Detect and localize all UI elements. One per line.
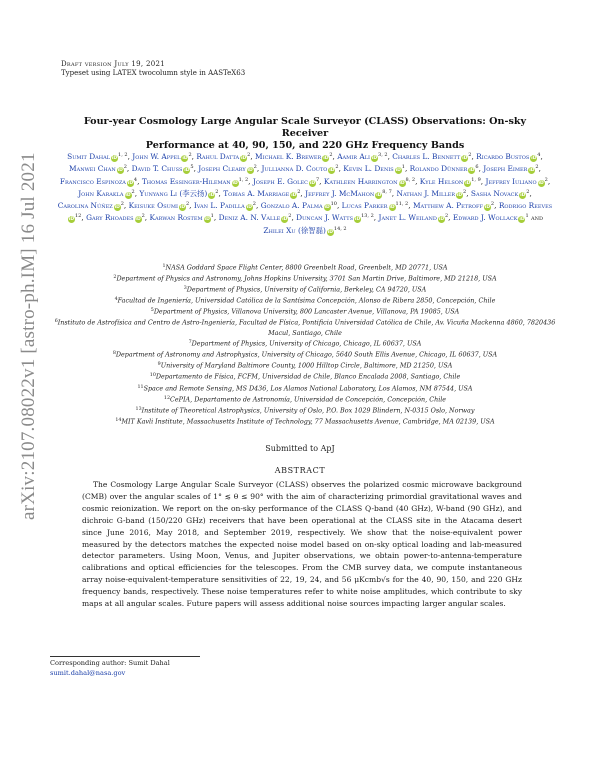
author-name[interactable]: Francisco Espinoza (59, 176, 126, 186)
affiliation-marker: 2 (123, 164, 127, 171)
orcid-icon[interactable]: iD (484, 205, 491, 211)
affiliation-marker: 12 (74, 213, 82, 220)
author-email-link[interactable]: sumit.dahal@nasa.gov (50, 668, 126, 677)
affiliation-line (50, 262, 560, 273)
orcid-icon[interactable]: iD (520, 192, 526, 198)
affiliation-text: Facultad de Ingeniería, Universidad Católica de la Santísima Concepción, Alonso de Ribera 2850, Concepción, Chile (117, 296, 496, 305)
affiliation-marker: 4 (537, 152, 541, 158)
author-name[interactable]: Sumit Dahal (67, 152, 111, 161)
author-name[interactable]: Joseph E. Golec (252, 176, 308, 186)
orcid-icon[interactable]: iD (114, 205, 120, 211)
author-name[interactable]: Rolando Dünner (409, 164, 468, 174)
orcid-icon[interactable]: iD (125, 192, 131, 198)
affiliation-marker: 2 (329, 152, 333, 158)
author-name[interactable]: Keisuke Osumi (128, 201, 178, 211)
affiliation-number: 2 (113, 275, 117, 281)
orcid-icon[interactable]: iD (529, 168, 535, 174)
author-name[interactable]: Kathleen Harrington (323, 176, 398, 186)
orcid-icon[interactable]: iD (327, 229, 334, 235)
author-entry (58, 201, 124, 210)
affiliation-text: Institute of Theoretical Astrophysics, University of Oslo, P.O. Box 1029 Blindern, N-0315 Oslo, Norway (141, 406, 475, 415)
affiliation-marker: 2 (131, 188, 135, 195)
author-entry (86, 213, 145, 222)
author-entry (139, 189, 218, 198)
orcid-icon[interactable]: iD (127, 180, 134, 186)
author-name[interactable]: Janet L. Weiland (378, 213, 437, 223)
author-entry (379, 213, 449, 222)
author-name[interactable]: Rahul Datta (196, 152, 240, 161)
footnote-divider (50, 656, 200, 657)
author-entry (413, 201, 494, 210)
author-name[interactable]: Ivan L. Padilla (193, 201, 245, 211)
affiliation-number: 1 (162, 264, 166, 269)
affiliation-marker: 6 (475, 164, 479, 171)
orcid-icon[interactable]: iD (204, 217, 210, 223)
affiliation-text: Department of Physics, Villanova University, 800 Lancaster Avenue, Villanova, PA 19085, USA (153, 307, 460, 316)
author-entry (483, 164, 538, 173)
author-list: Sumit Dahal iD$^{1, 2}$, John W. Appel $iD^2$, Rahul Datta $iD^2$, Michael K. Brewer $iD^2$, Aamir Ali iD$^{3, 2}$, Charles L. Bennett $iD^2$, Ricardo Bustos $iD^4$, Manwei Chan $iD^2$, David T. Chuss $iD^5$, Joseph Cleary $iD^2$, Jullianna D. Couto $iD^2$, Kevin L. Denis $iD^1$, Rolando Dünner $iD^6$, Joseph Eimer $iD^2$, Francisco Espinoza $iD^4$, Thomas Essinger-Hileman iD$^{1, 2}$, Joseph E. Golec $iD^7$, Kathleen Harrington iD$^{8, 2}$, Kyle Helson iD$^{1, 9}$, Jeffrey Iuliano $iD^2$, John Karakla $iD^2$, Yunyang Li (李云扬) $iD^2$, Tobias A. Marriage $iD^2$, Jeffrey J. McMahon iD$^{8, 7}$, Nathan J. Miller $iD^2$, Sasha Novack $iD^2$, Carolina Núñez $iD^2$, Keisuke Osumi $iD^2$, Ivan L. Padilla $iD^2$, Gonzalo A. Palma $iD^{10}$, Lucas Parker iD$^{11, 2}$, Matthew A. Petroff $iD^2$, Rodrigo ReevesiD$^{12}$, Gary Rhoades $iD^2$, Karwan Rostem $iD^1$, Deniz A. N. Valle $iD^2$, Duncan J. Watts iD$^{13, 2}$, Janet L. Weiland $iD^2$, Edward J. Wollack $iD^1$ and Zhilei Xu (徐智磊) iD$^{14, 2}$ (57, 152, 553, 235)
affiliation-marker: 2 (188, 152, 192, 158)
affiliation-marker: 10 (330, 201, 337, 208)
author-name[interactable]: Duncan J. Watts (296, 213, 354, 223)
affiliation-line (50, 371, 560, 382)
affiliation-marker: 2 (444, 213, 449, 220)
orcid-icon[interactable]: iD (329, 168, 335, 174)
affiliation-marker: 2 (297, 188, 301, 195)
author-name[interactable]: Kyle Helson (419, 176, 464, 186)
orcid-icon[interactable]: iD (111, 156, 118, 161)
author-entry (342, 201, 409, 210)
orcid-icon[interactable]: iD (117, 168, 123, 174)
orcid-icon[interactable]: iD (179, 205, 186, 211)
affiliation-text: Department of Physics, University of California, Berkeley, CA 94720, USA (186, 285, 427, 294)
affiliation-line (50, 394, 560, 405)
author-name[interactable]: Matthew A. Petroff (412, 201, 483, 211)
affiliation-marker: 2 (490, 201, 495, 208)
author-name[interactable]: Gonzalo A. Palma (260, 201, 323, 211)
author-name[interactable]: Yunyang Li (李云扬) (139, 188, 208, 198)
author-entry (296, 213, 374, 222)
paper-title (70, 116, 540, 152)
affiliation-number: 10 (149, 373, 156, 379)
affiliation-text: Space and Remote Sensing, MS D436, Los Alamos National Laboratory, Los Alamos, NM 87544, USA (143, 384, 473, 393)
affiliation-line (50, 317, 560, 338)
author-entry (324, 177, 415, 186)
orcid-icon[interactable]: iD (395, 168, 401, 174)
orcid-icon[interactable]: iD (462, 156, 468, 161)
abstract-body: The Cosmology Large Angular Scale Surveyor (CLASS) observes the polarized cosmic microwave background (CMB) over the angular scales of 1° ≲ θ ≤ 90° with the aim of characterizing primordial gravitational waves and cosmic reionization. We report on the on-sky performance of the CLASS Q-band (40 GHz), W-band (90 GHz), and dichroic G-band (150/220 GHz) receivers that have been operational at the CLASS site in the Atacama desert since June 2016, May 2018, and September 2019, respectively. We show that the noise-equivalent power measured by the detectors matches the expected noise model based on on-sky optical loading and lab-measured detector parameters. Using Moon, Venus, and Jupiter observations, we obtain power-to-antenna-temperature calibrations and optical efficiencies for the telescopes. From the CMB survey data, we compute instantaneous array noise-equivalent-temperature sensitivities of 22, 19, 24, and 56 μKcmb√s for the 40, 90, 150, and 220 GHz frequency bands, respectively. These noise temperatures refer to white noise amplitudes, which contribute to sky maps at all angular scales. Future papers will assess additional noise sources impacting larger angular scales. (82, 480, 522, 609)
affiliation-text: Department of Astronomy and Astrophysics, University of Chicago, 5640 South Ellis Avenue, Chicago, IL 60637, USA (115, 350, 498, 359)
author-name[interactable]: Gary Rhoades (86, 213, 134, 223)
author-name[interactable]: Manwei Chan (69, 164, 116, 174)
orcid-icon[interactable]: iD (456, 192, 463, 198)
author-entry (67, 152, 127, 161)
author-name[interactable]: Jullianna D. Couto (261, 164, 328, 174)
submission-note: Submitted to ApJ (265, 444, 335, 453)
author-name[interactable]: Thomas Essinger-Hileman (141, 176, 231, 186)
author-name[interactable]: Sasha Novack (470, 188, 519, 198)
author-entry (410, 164, 479, 173)
orcid-icon[interactable]: iD (241, 156, 247, 161)
affiliation-marker: 8, 7 (382, 188, 392, 195)
orcid-icon[interactable]: iD (531, 156, 537, 161)
affiliation-marker: 11, 2 (395, 201, 409, 208)
author-entry (261, 201, 337, 210)
affiliation-text: Departamento de Física, FCFM, Universidad de Chile, Blanco Encalada 2008, Santiago, Chile (155, 372, 461, 381)
author-name[interactable]: Michael K. Brewer (255, 152, 322, 161)
affiliation-line (50, 360, 560, 371)
author-name[interactable]: Rodrigo Reeves (498, 201, 553, 211)
author-entry (142, 177, 248, 186)
orcid-icon[interactable]: iD (399, 180, 405, 186)
author-entry (263, 226, 346, 235)
author-entry (420, 177, 481, 186)
abstract-heading: ABSTRACT (274, 466, 326, 475)
author-name[interactable]: Joseph Cleary (198, 164, 246, 174)
orcid-icon[interactable]: iD (291, 192, 297, 198)
affiliation-text: NASA Goddard Space Flight Center, 8800 Greenbelt Road, Greenbelt, MD 20771, USA (165, 263, 448, 272)
affiliation-marker: 2 (185, 201, 190, 208)
orcid-icon[interactable]: iD (184, 168, 190, 174)
orcid-icon[interactable]: iD (209, 192, 215, 198)
affiliation-marker: 2 (535, 164, 539, 171)
author-entry (255, 152, 332, 161)
orcid-icon[interactable]: iD (376, 192, 382, 198)
orcid-icon[interactable]: iD (323, 156, 329, 161)
affiliation-marker: 2 (252, 201, 256, 208)
orcid-icon[interactable]: iD (469, 168, 475, 174)
affiliation-number: 12 (163, 395, 171, 401)
title-line-1: Four-year Cosmology Large Angular Scale Surveyor (CLASS) Observations: On-sky Receiver (83, 116, 527, 139)
author-entry (262, 164, 339, 173)
affiliation-marker: 2 (253, 164, 257, 171)
author-name[interactable]: Aamir Ali (337, 152, 371, 161)
author-entry (396, 189, 466, 198)
author-entry (69, 164, 127, 173)
author-entry (194, 201, 256, 210)
author-name[interactable]: David T. Chuss (131, 164, 183, 174)
author-name[interactable]: Lucas Parker (341, 201, 388, 211)
orcid-icon[interactable]: iD (232, 180, 238, 186)
affiliation-marker: 1, 2 (238, 176, 249, 183)
author-entry (149, 213, 213, 222)
orcid-icon[interactable]: iD (519, 217, 525, 223)
affiliation-marker: 14, 2 (333, 225, 347, 232)
affiliation-marker: 3, 2 (378, 152, 388, 158)
orcid-icon[interactable]: iD (438, 217, 445, 223)
affiliation-text: Department of Physics and Astronomy, Johns Hopkins University, 3701 San Martin Drive, Baltimore, MD 21218, USA (116, 274, 497, 283)
preprint-header (61, 60, 245, 78)
author-entry (485, 177, 547, 186)
author-entry (337, 152, 387, 161)
corresponding-author-footnote (50, 659, 170, 679)
author-entry (392, 152, 471, 161)
author-name[interactable]: Ricardo Bustos (476, 152, 530, 161)
affiliation-marker: 13, 2 (361, 213, 374, 220)
author-entry (132, 152, 191, 161)
typeset-note: Typeset using LATEX twocolumn style in AASTeX63 (61, 69, 246, 77)
affiliation-text: Instituto de Astrofísica and Centro de Astro-Ingeniería, Facultad de Física, Pontificia Universidad Católica de Chile, Av. Vicuña Mackenna 4860, 7820436 Macul, Santiago, Chile (57, 318, 556, 337)
affiliation-marker: 7 (315, 176, 320, 183)
author-entry (60, 177, 137, 186)
orcid-icon[interactable]: iD (371, 156, 378, 161)
affiliation-number: 11 (137, 384, 144, 390)
title-line-2: Performance at 40, 90, 150, and 220 GHz Frequency Bands (145, 140, 465, 151)
affiliation-marker: 1 (401, 164, 405, 171)
affiliation-number: 13 (135, 406, 142, 412)
affiliation-line (50, 416, 560, 427)
author-entry (78, 189, 135, 198)
author-name[interactable]: Tobias A. Marriage (223, 188, 290, 198)
author-name[interactable]: Zhilei Xu (徐智磊) (263, 225, 326, 235)
affiliation-text: Department of Physics, University of Chicago, Chicago, IL 60637, USA (191, 339, 422, 348)
affiliation-number: 6 (54, 319, 58, 325)
affiliation-marker: 5 (190, 164, 194, 171)
author-name[interactable]: Jeffrey J. McMahon (305, 188, 375, 198)
affiliation-line (50, 349, 560, 360)
author-entry (305, 189, 392, 198)
affiliation-marker: 4 (133, 176, 138, 183)
affiliation-line (50, 338, 560, 349)
orcid-icon[interactable]: iD (309, 180, 316, 186)
affiliation-number: 7 (188, 340, 192, 346)
affiliation-line (50, 273, 560, 284)
and-conjunction: and (531, 213, 543, 223)
orcid-icon[interactable]: iD (389, 205, 395, 211)
orcid-icon[interactable]: iD (465, 180, 471, 186)
author-entry (198, 164, 257, 173)
affiliation-text: MIT Kavli Institute, Massachusetts Institute of Technology, 77 Massachusetts Avenue, Cambridge, MA 02139, USA (121, 417, 495, 426)
affiliation-marker: 1 (525, 213, 529, 220)
author-name[interactable]: Kevin L. Denis (343, 164, 394, 174)
author-entry (343, 164, 405, 173)
author-entry (196, 152, 250, 161)
affiliation-marker: 2 (463, 188, 467, 195)
affiliation-number: 4 (114, 297, 118, 303)
affiliation-line (50, 306, 560, 317)
affiliation-marker: 1, 2 (118, 152, 128, 158)
author-name[interactable]: Edward J. Wollack (452, 213, 518, 223)
affiliation-number: 8 (112, 351, 116, 357)
orcid-icon[interactable]: iD (68, 217, 75, 223)
affiliation-marker: 8, 2 (405, 176, 416, 183)
author-name[interactable]: Charles L. Bennett (392, 152, 461, 161)
affiliation-marker: 2 (247, 152, 251, 158)
orcid-icon[interactable]: iD (538, 180, 544, 186)
affiliation-line (50, 383, 560, 394)
author-name[interactable]: Nathan J. Miller (396, 188, 456, 198)
affiliation-number: 9 (157, 362, 161, 368)
affiliation-marker: 2 (468, 152, 472, 158)
author-entry (129, 201, 190, 210)
orcid-icon[interactable]: iD (354, 217, 361, 223)
orcid-icon[interactable]: iD (247, 168, 253, 174)
author-entry (223, 189, 300, 198)
affiliation-text: University of Maryland Baltimore County, 1000 Hilltop Circle, Baltimore, MD 21250, USA (160, 361, 453, 370)
affiliation-list (50, 262, 560, 427)
affiliation-marker: 2 (544, 176, 548, 183)
affiliation-marker: 2 (288, 213, 292, 220)
affiliation-marker: 2 (215, 188, 219, 195)
affiliation-line (50, 284, 560, 295)
affiliation-marker: 2 (141, 213, 145, 220)
affiliation-line (50, 295, 560, 306)
affiliation-number: 5 (150, 308, 154, 314)
arxiv-identifier-stamp[interactable]: arXiv:2107.08022v1 [astro-ph.IM] 16 Jul 2021 (18, 152, 39, 520)
orcid-icon[interactable]: iD (324, 205, 330, 211)
draft-version: Draft version July 19, 2021 (61, 60, 165, 68)
corresponding-author-label: Corresponding author: Sumit Dahal (50, 659, 170, 667)
affiliation-marker: 2 (335, 164, 339, 171)
author-name[interactable]: John W. Appel (132, 152, 181, 161)
author-name[interactable]: Karwan Rostem (149, 213, 203, 223)
author-name[interactable]: Jeffrey Iuliano (485, 176, 537, 186)
author-name[interactable]: Deniz A. N. Valle (218, 213, 281, 223)
orcid-icon[interactable]: iD (282, 217, 288, 223)
affiliation-line (50, 405, 560, 416)
affiliation-marker: 1 (210, 213, 214, 220)
author-entry (476, 152, 540, 161)
orcid-icon[interactable]: iD (182, 156, 188, 161)
affiliation-marker: 1, 9 (471, 176, 481, 183)
orcid-icon[interactable]: iD (135, 217, 141, 223)
affiliation-text: CePIA, Departamento de Astronomía, Universidad de Concepción, Concepción, Chile (170, 395, 447, 404)
affiliation-number: 3 (183, 286, 187, 292)
author-entry (453, 213, 529, 222)
author-entry (471, 189, 530, 198)
author-entry (132, 164, 194, 173)
author-name[interactable]: John Karakla (78, 188, 124, 198)
orcid-icon[interactable]: iD (246, 205, 252, 211)
affiliation-marker: 2 (526, 188, 530, 195)
author-entry (253, 177, 319, 186)
author-name[interactable]: Joseph Eimer (483, 164, 528, 174)
author-entry (219, 213, 292, 222)
author-name[interactable]: Carolina Núñez (57, 201, 113, 211)
affiliation-number: 14 (115, 417, 122, 423)
affiliation-marker: 2 (120, 201, 124, 208)
